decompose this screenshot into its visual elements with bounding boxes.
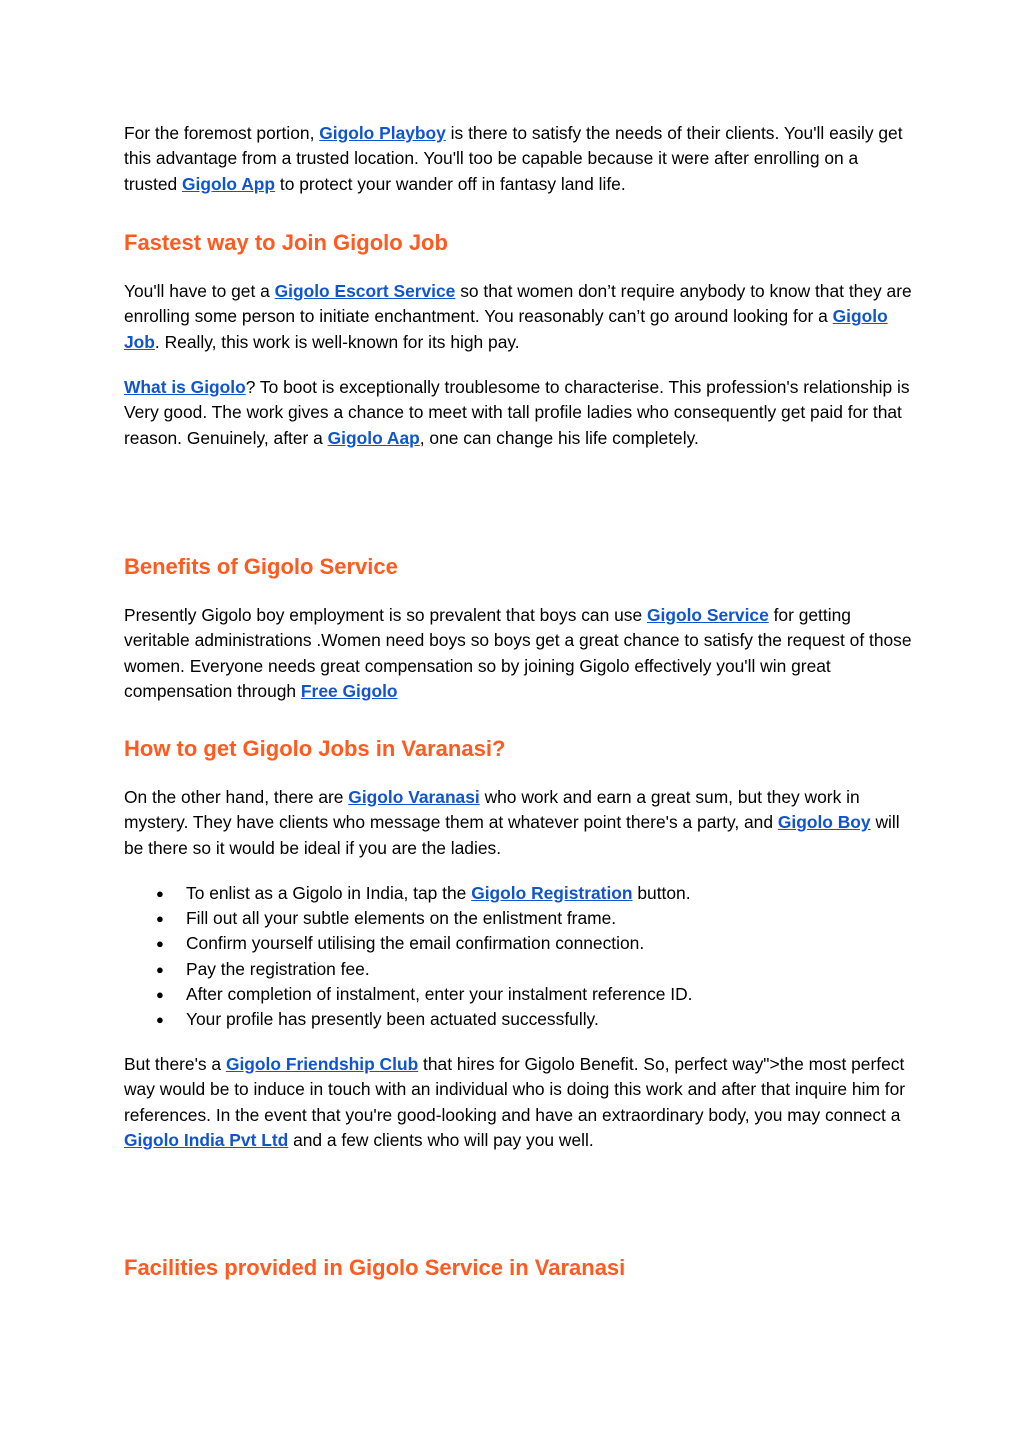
- list-item: [124, 881, 914, 906]
- text-span: After completion of instalment, enter your instalment reference ID.: [186, 983, 693, 1004]
- gigolo-india-pvt-ltd-link[interactable]: Gigolo India Pvt Ltd: [124, 1129, 289, 1150]
- list-item: [124, 982, 914, 1007]
- free-gigolo-link[interactable]: Free Gigolo: [300, 680, 398, 701]
- gigolo-boy-link[interactable]: Gigolo Boy: [777, 812, 871, 833]
- bullet-icon: ●: [156, 936, 164, 952]
- list-item: [124, 957, 914, 982]
- text-span: is there to satisfy the needs of their clients. You'll easily get this advantage from a trusted location. You'll too be capable because it were after enrolling on a trusted: [124, 123, 903, 194]
- friendship-club-paragraph: [124, 1052, 914, 1153]
- text-span: Fill out all your subtle elements on the enlistment frame.: [186, 908, 617, 929]
- text-span: who work and earn a great sum, but they work in mystery. They have clients who message them at whatever point there's a party, and: [124, 787, 860, 833]
- bullet-icon: ●: [156, 961, 164, 977]
- bullet-icon: ●: [156, 886, 164, 901]
- bullet-icon: ●: [156, 911, 164, 927]
- text-span: , one can change his life completely.: [419, 427, 699, 448]
- gigolo-varanasi-link[interactable]: Gigolo Varanasi: [348, 787, 480, 807]
- escort-service-paragraph: [124, 279, 914, 355]
- varanasi-paragraph: [124, 785, 914, 861]
- gigolo-registration-link[interactable]: Gigolo Registration: [471, 883, 633, 903]
- heading-facilities: Facilities provided in Gigolo Service in Varanasi: [124, 1255, 626, 1280]
- heading-fastest-way: Fastest way to Join Gigolo Job: [124, 230, 448, 255]
- text-span: To enlist as a Gigolo in India, tap the: [186, 883, 472, 903]
- bullet-icon: ●: [156, 1012, 164, 1028]
- gigolo-playboy-link[interactable]: Gigolo Playboy: [319, 123, 446, 143]
- text-span: Presently Gigolo boy employment is so prevalent that boys can use: [124, 605, 647, 625]
- gigolo-friendship-club-link[interactable]: Gigolo Friendship Club: [225, 1054, 419, 1074]
- list-item: [124, 906, 914, 931]
- text-span: that hires for Gigolo Benefit. So, perfect way">the most perfect way would be to induce in touch with an individual who is doing this work and after that inquire him for references. In the event that you're good-looking and have an extraordinary body, you may connect a: [124, 1054, 906, 1125]
- text-span: button.: [632, 883, 691, 903]
- what-is-gigolo-link[interactable]: What is Gigolo: [124, 377, 246, 397]
- text-span: so that women don’t require anybody to know that they are enrolling some person to initiate enchantment. You reasonably can’t go around looking for a: [124, 281, 912, 327]
- text-span: ? To boot is exceptionally troublesome to characterise. This profession's relationship is Very good. The work gives a chance to meet with tall profile ladies who consequently get paid for that reason. Genuinely, after a: [124, 377, 910, 448]
- intro-paragraph: [124, 121, 914, 197]
- gigolo-service-link[interactable]: Gigolo Service: [646, 605, 769, 625]
- benefits-paragraph: [124, 603, 914, 704]
- heading-benefits: Benefits of Gigolo Service: [124, 554, 398, 579]
- heading-how-to-get-jobs: How to get Gigolo Jobs in Varanasi?: [124, 736, 506, 761]
- text-span: For the foremost portion,: [124, 123, 320, 143]
- text-span: On the other hand, there are: [124, 787, 349, 807]
- text-span: You'll have to get a: [124, 281, 275, 301]
- gigolo-aap-link[interactable]: Gigolo Aap: [327, 427, 420, 448]
- text-span: for getting veritable administrations .Women need boys so boys get a great chance to satisfy the request of those women. Everyone needs great compensation so by joining Gigolo effectively you'll win great compensation through: [124, 605, 912, 701]
- text-span: Your profile has presently been actuated successfully.: [186, 1009, 599, 1030]
- list-item: [124, 931, 914, 956]
- list-item: [124, 1007, 914, 1032]
- text-span: But there's a: [124, 1054, 226, 1074]
- gigolo-escort-service-link[interactable]: Gigolo Escort Service: [274, 281, 456, 301]
- text-span: to protect your wander off in fantasy land life.: [275, 173, 626, 194]
- gigolo-app-link[interactable]: Gigolo App: [182, 173, 276, 194]
- what-is-gigolo-paragraph: [124, 375, 914, 451]
- bullet-icon: ●: [156, 986, 164, 1002]
- text-span: will be there so it would be ideal if you are the ladies.: [124, 812, 900, 858]
- gigolo-job-link[interactable]: Gigolo Job: [124, 306, 888, 352]
- text-span: Pay the registration fee.: [186, 958, 370, 979]
- text-span: Confirm yourself utilising the email confirmation connection.: [186, 933, 645, 954]
- text-span: and a few clients who will pay you well.: [288, 1129, 594, 1150]
- text-span: . Really, this work is well-known for its high pay.: [154, 331, 520, 352]
- registration-steps-list: [124, 881, 914, 1032]
